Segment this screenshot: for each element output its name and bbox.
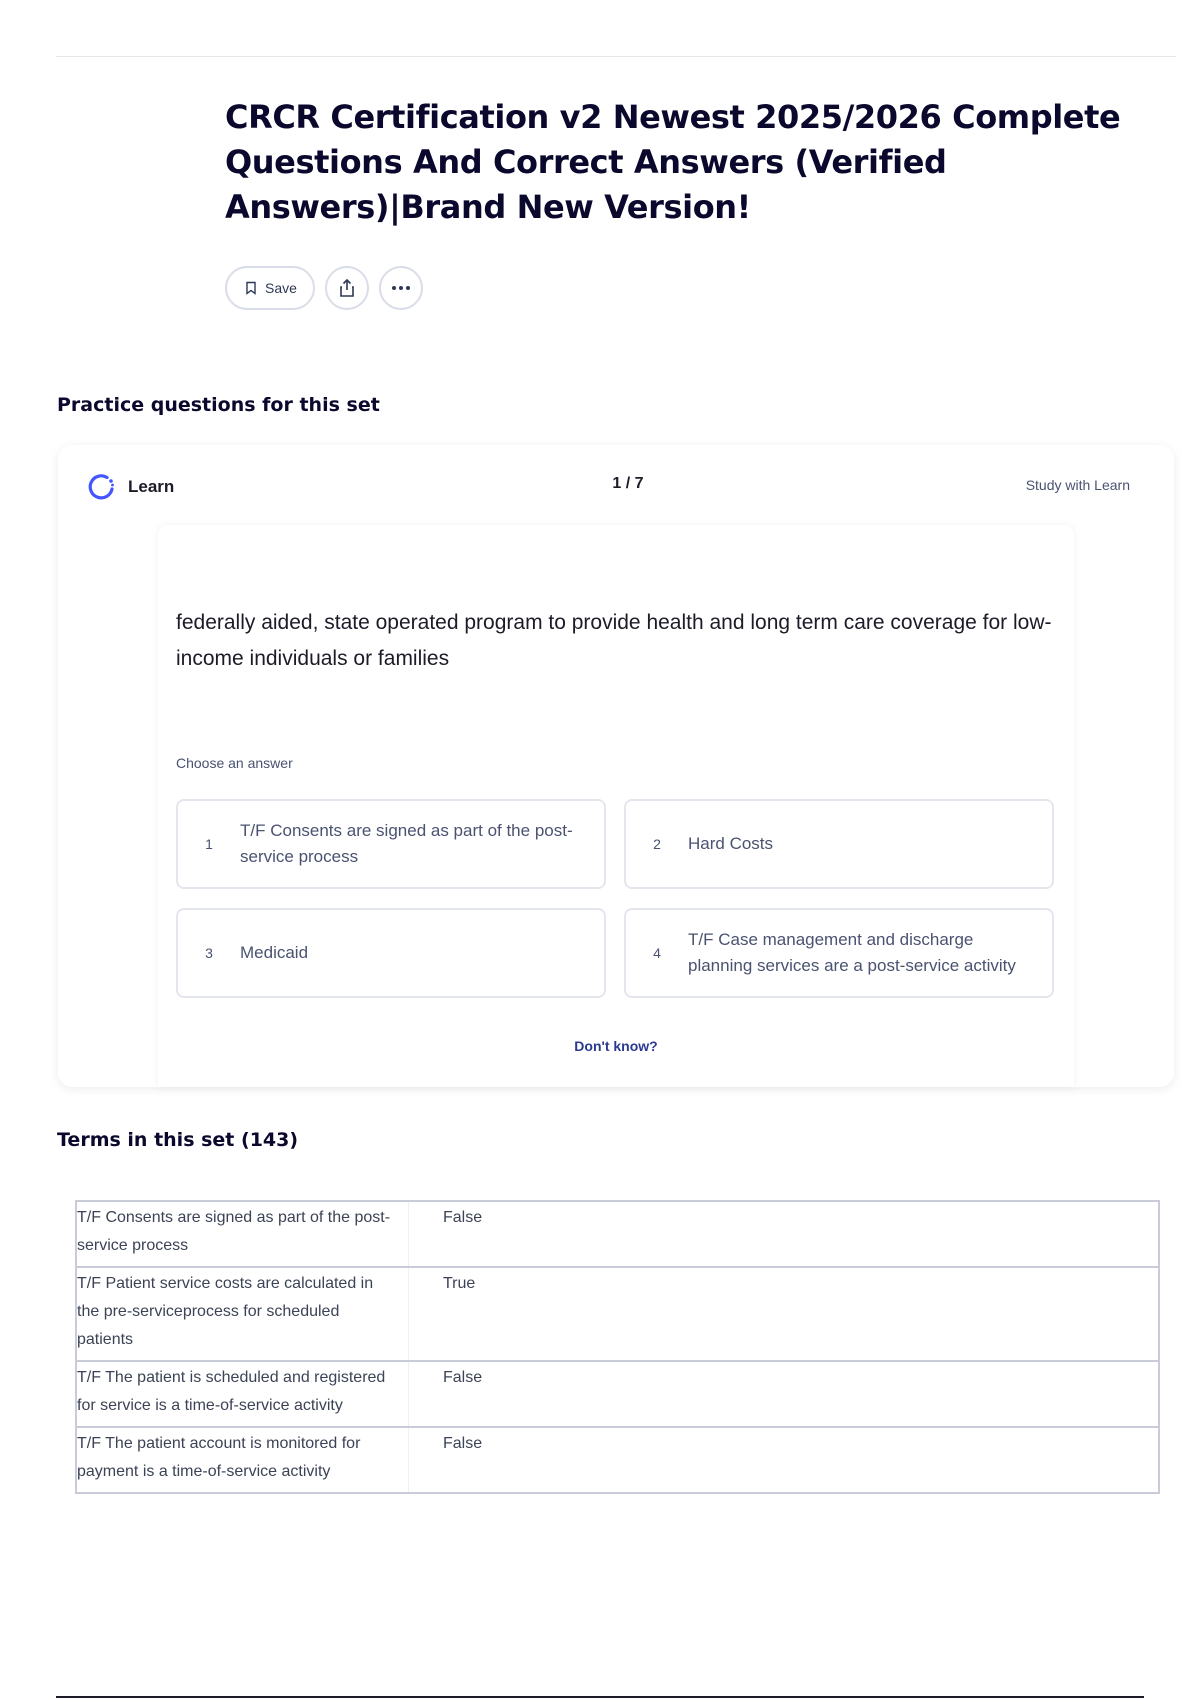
term-row [77,1360,1158,1426]
set-actions [225,266,423,310]
question-counter: 1 / 7 [612,475,644,492]
answer-option-2[interactable] [624,799,1054,889]
more-icon [391,285,411,291]
practice-heading: Practice questions for this set [57,394,380,416]
option-text: Medicaid [240,943,309,962]
definition-text: False [443,1435,483,1452]
term-text: T/F The patient account is monitored for payment is a time-of-service activity [77,1428,409,1492]
choose-answer-label: Choose an answer [176,755,293,771]
bottom-divider [56,1696,1144,1698]
answer-option-3[interactable] [176,908,606,998]
option-text: T/F Consents are signed as part of the post-service process [240,821,573,866]
learn-icon [86,472,116,502]
dont-know-link[interactable]: Don't know? [574,1038,658,1054]
option-text: T/F Case management and discharge planning services are a post-service activity [688,930,1016,975]
definition-text: False [443,1369,483,1386]
answer-option-4[interactable] [624,908,1054,998]
term-row [77,1426,1158,1492]
term-row [77,1202,1158,1266]
term-text: T/F The patient is scheduled and registered for service is a time-of-service activity [77,1362,409,1426]
study-with-learn-link[interactable]: Study with Learn [1025,477,1130,493]
more-options-button[interactable] [379,266,423,310]
learn-label: Learn [128,477,175,496]
question-card [158,525,1074,1087]
option-number: 3 [205,945,213,961]
save-button[interactable] [225,266,315,310]
option-number: 4 [653,945,661,961]
term-row [77,1266,1158,1360]
top-divider [56,56,1176,57]
term-text: T/F Patient service costs are calculated in the pre-serviceprocess for scheduled patients [77,1268,409,1360]
answer-option-1[interactable] [176,799,606,889]
set-title: CRCR Certification v2 Newest 2025/2026 Complete Questions And Correct Answers (Verified Answers)|Brand New Version! [225,98,1121,226]
share-icon [337,278,357,298]
option-number: 1 [205,836,213,852]
learn-mode [86,472,174,502]
bookmark-icon [245,281,257,295]
definition-text: True [443,1275,476,1292]
question-prompt: federally aided, state operated program to provide health and long term care coverage for low-income individuals or families [176,611,1052,670]
practice-card [58,445,1174,1087]
term-text: T/F Consents are signed as part of the post-service process [77,1202,409,1266]
share-button[interactable] [325,266,369,310]
option-number: 2 [653,836,661,852]
option-text: Hard Costs [688,834,774,853]
save-label: Save [265,280,297,296]
terms-table [75,1200,1160,1494]
definition-text: False [443,1209,483,1226]
terms-heading: Terms in this set (143) [57,1129,299,1151]
